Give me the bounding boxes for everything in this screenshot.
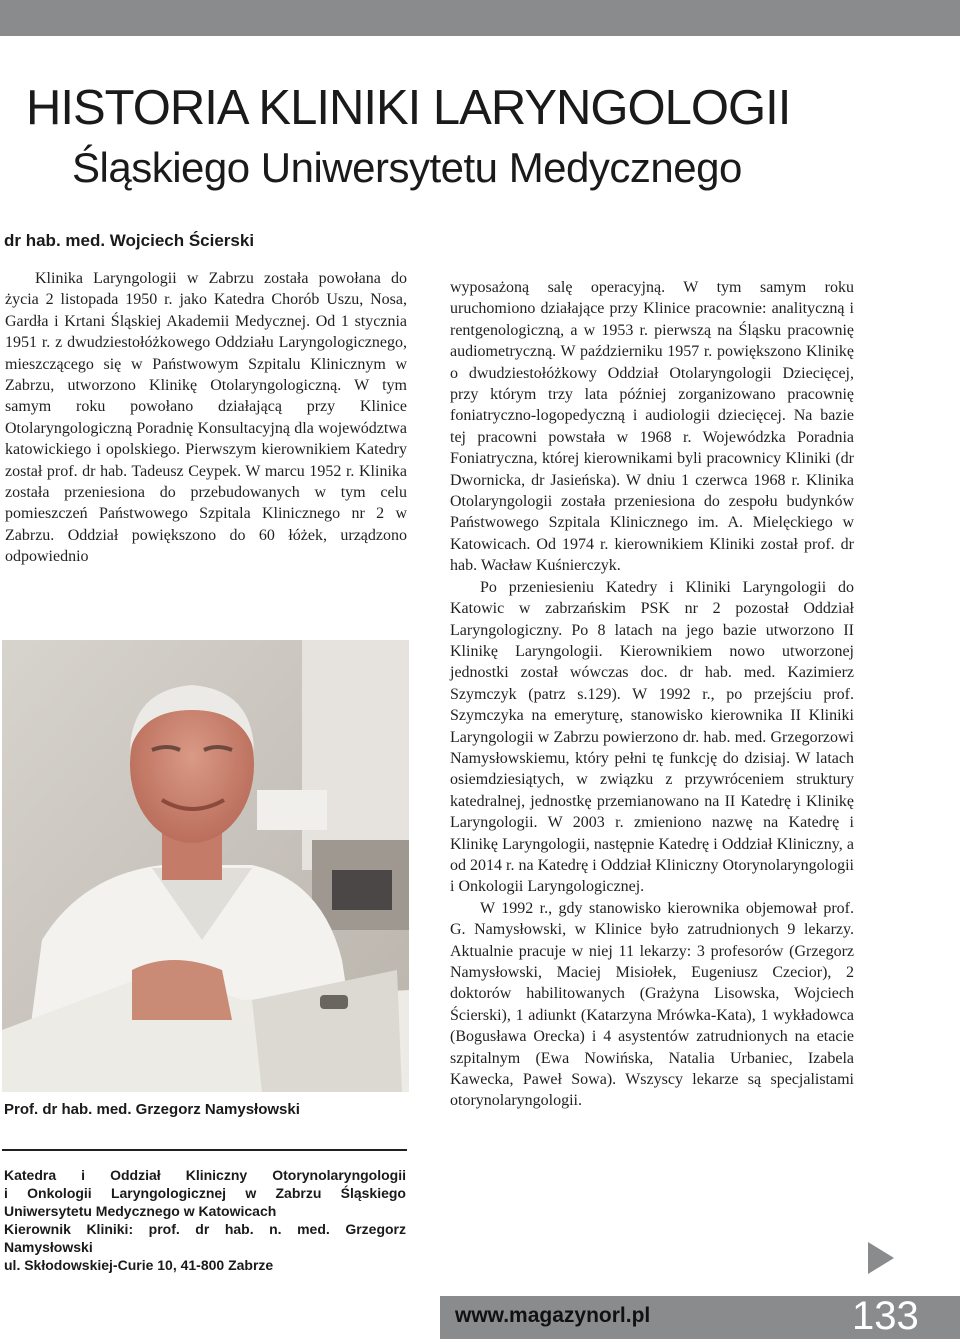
page-number: 133 <box>852 1294 919 1338</box>
article-column-left <box>5 268 407 568</box>
info-line: Katedra i Oddział Kliniczny Otorynolaryngologii <box>4 1167 406 1183</box>
next-page-arrow-icon <box>868 1242 894 1274</box>
article-column-right <box>450 277 854 1112</box>
info-line: Namysłowski <box>4 1239 93 1255</box>
clinic-info-box <box>4 1166 406 1274</box>
info-line: ul. Skłodowskiej-Curie 10, 41-800 Zabrze <box>4 1257 274 1273</box>
top-decorative-bar <box>0 0 960 36</box>
portrait-illustration <box>2 640 409 1092</box>
paragraph: wyposażoną salę operacyjną. W tym samym roku uruchomiono działające przy Klinice pracownie: analityczną i rentgenologiczną, a w 1953 r. pierwszą na Śląsku pracownię audiometryczną. W październiku 1957 r. powiększono Klinikę o dwudziestołóżkowy Oddział Otolaryngologii Dziecięcej, przy którym trzy lata później zorganizowano pracownię foniatryczno-logopedyczną i audiologii dziecięcej. Na bazie tej pracowni powstała w 1968 r. Wojewódzka Poradnia Foniatryczna, której kierownikami byli pracownicy Kliniki (dr Dwornicka, dr Jasieńska). W dniu 1 czerwca 1968 r. Klinika Otolaryngologii została przeniesiona do zespołu budynków Państwowego Szpitala Klinicznego im. A. Mielęckiego w Katowicach. Od 1974 r. kierownikiem Kliniki został prof. dr hab. Wacław Kuśnierczyk. <box>450 279 854 575</box>
paragraph: Klinika Laryngologii w Zabrzu została powołana do życia 2 listopada 1950 r. jako Katedra Chorób Uszu, Nosa, Gardła i Krtani Śląskiej Akademii Medycznej. Od 1 stycznia 1951 r. z dwudziestołóżkowego Oddziału Laryngologicznego, mieszczącego się w Państwowym Szpitalu Klinicznym w Zabrzu, utworzono Klinikę Otolaryngologiczną. W tym samym roku powołano działającą przy Klinice Otolaryngologiczną Poradnię Konsultacyjną dla województwa katowickiego i opolskiego. Pierwszym kierownikiem Katedry został prof. dr hab. Tadeusz Ceypek. W marcu 1952 r. Klinika została przeniesiona do przebudowanych w tym celu pomieszczeń Państwowego Szpitala Klinicznego nr 2 w Zabrzu. Oddział powiększono do 60 łóżek, urządzono odpowiednio <box>5 270 407 566</box>
magazine-url-link[interactable]: www.magazynorl.pl <box>455 1304 651 1327</box>
paragraph: W 1992 r., gdy stanowisko kierownika objemował prof. G. Namysłowski, w Klinice było zatrudnionych 9 lekarzy. Aktualnie pracuje w niej 11 lekarzy: 3 profesorów (Grzegorz Namysłowski, Maciej Misiołek, Eugeniusz Czecior), 2 doktorów habilitowanych (Grażyna Lisowska, Wojciech Ścierski), 1 adiunkt (Katarzyna Mrówka-Kata), 1 wykładowca (Bogusława Orecka) i 4 asystentów zatrudnionych na etacie szpitalnym (Ewa Nowińska, Natalia Urbaniec, Izabela Kawecka, Paweł Sowa). Wszyscy lekarze są specjalistami otorynolaryngologii. <box>450 899 854 1110</box>
info-line: Kierownik Kliniki: prof. dr hab. n. med. Grzegorz <box>4 1221 406 1237</box>
info-line: i Onkologii Laryngologicznej w Zabrzu Śląskiego <box>4 1185 406 1201</box>
info-line: Uniwersytetu Medycznego w Katowicach <box>4 1203 277 1219</box>
author-byline: dr hab. med. Wojciech Ścierski <box>4 231 255 250</box>
photo-caption: Prof. dr hab. med. Grzegorz Namysłowski <box>4 1101 300 1118</box>
portrait-photo <box>2 640 409 1092</box>
article-subtitle: Śląskiego Uniwersytetu Medycznego <box>72 144 742 191</box>
paragraph: Po przeniesieniu Katedry i Kliniki Laryngologii do Katowic w zabrzańskim PSK nr 2 pozostał Oddział Laryngologiczny. Po 8 latach na jego bazie utworzono II Klinikę Laryngologii. Kierownikiem nowo utworzonej jednostki został wówczas doc. dr hab. med. Kazimierz Szymczyk (patrz s.129). W 1992 r., po przejściu prof. Szymczyka na emeryturę, stanowisko kierownika II Kliniki Laryngologii w Zabrzu powierzono dr. hab. med. Grzegorzowi Namysłowskiemu, który pełni tę funkcję do dzisiaj. W latach osiemdziesiątych, w związku z przywróceniem struktury katedralnej, jednostkę przemianowano na II Katedrę i Klinikę Laryngologii. W 2003 r. zmieniono nazwę na Katedrę i Klinikę Laryngologii, następnie Katedrę i Oddział Kliniczny, a od 2014 r. na Katedrę i Oddział Kliniczny Otorynolaryngologii i Onkologii Laryngologicznej. <box>450 578 854 896</box>
divider <box>2 1149 407 1151</box>
article-title: HISTORIA KLINIKI LARYNGOLOGII <box>26 81 791 135</box>
